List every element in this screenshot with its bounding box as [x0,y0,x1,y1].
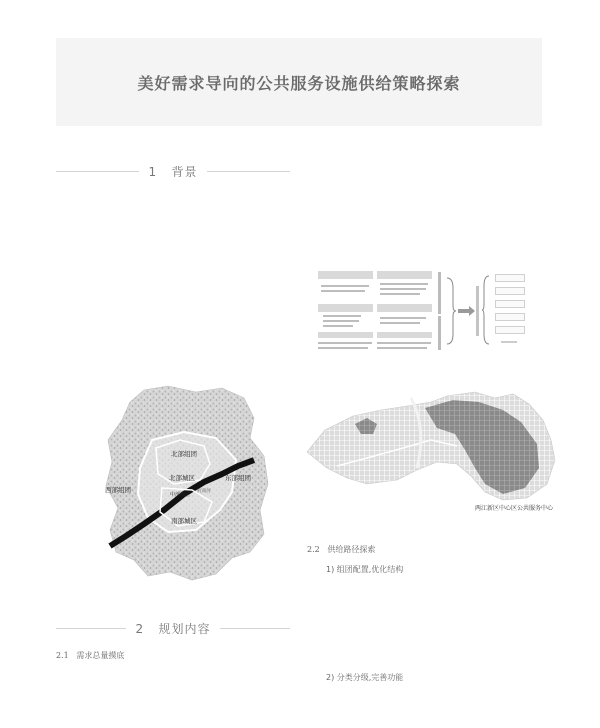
flow-text-line [323,320,359,322]
subsection-number: 2.2 [307,545,320,554]
section-1-label: 背景 [171,164,198,179]
bracket-icon [445,276,457,346]
flow-text-line [377,347,427,349]
flow-header-box [318,332,373,338]
subsection-2-2 [307,544,375,555]
flow-diagram [315,268,560,354]
item-number: 2) [326,673,335,682]
flow-vertical-text [438,272,441,314]
flow-result-box [495,326,525,334]
divider [207,171,290,172]
flow-text-line [318,347,368,349]
flow-text-line [380,293,420,295]
list-item-2 [326,672,403,683]
title-banner [56,38,542,126]
item-number: 1) [326,565,335,574]
flow-result-box [495,300,525,308]
section-1-title [139,163,206,180]
map-label: 府南河 [197,489,211,494]
map-label: 中部城区 [169,492,191,498]
item-label: 分类分级,完善功能 [336,673,404,682]
ellipsis [501,341,517,343]
map-label: 南部城区 [171,517,197,525]
subsection-number: 2.1 [56,651,69,660]
list-item-1 [326,564,403,575]
flow-header-box [377,332,432,338]
item-label: 组团配置,优化结构 [336,565,404,574]
subsection-label: 供给路径探索 [327,545,376,554]
flow-header-box [377,304,432,312]
section-1-header [56,163,290,179]
divider [56,171,139,172]
section-2-title [126,620,219,637]
flow-text-line [380,322,420,324]
flow-text-line [380,288,426,290]
arrow-right-icon [458,306,476,316]
subsection-label: 需求总量摸底 [76,651,125,660]
flow-text-line [380,283,428,285]
flow-header-box [377,271,432,279]
flow-text-line [318,342,372,344]
flow-header-box [318,304,373,312]
subsection-2-1 [56,650,124,661]
right-map [307,388,557,514]
flow-header-box [318,271,373,279]
map-label: 西部组团 [105,486,131,494]
section-1-number: 1 [148,164,158,179]
flow-text-line [380,317,426,319]
flow-vertical-text [476,286,479,336]
flow-text-line [321,290,365,292]
map-label: 北部组团 [171,450,197,458]
flow-result-box [495,287,525,295]
flow-vertical-text [438,316,441,350]
map-label: 东部组团 [225,474,251,482]
divider [56,628,126,629]
section-2-label: 规划内容 [158,621,211,636]
map-label: 北部城区 [169,474,195,482]
flow-text-line [321,285,369,287]
bracket-icon [481,274,491,346]
page-title: 美好需求导向的公共服务设施供给策略探索 [137,73,461,93]
flow-text-line [323,315,361,317]
flow-result-box [495,313,525,321]
divider [220,628,290,629]
section-2-number: 2 [135,621,145,636]
flow-text-line [377,342,431,344]
left-map [104,384,270,582]
section-2-header [56,620,290,636]
map-caption: 两江新区中心区公共服务中心 [474,505,553,512]
flow-result-box [495,274,525,282]
flow-text-line [323,325,353,327]
